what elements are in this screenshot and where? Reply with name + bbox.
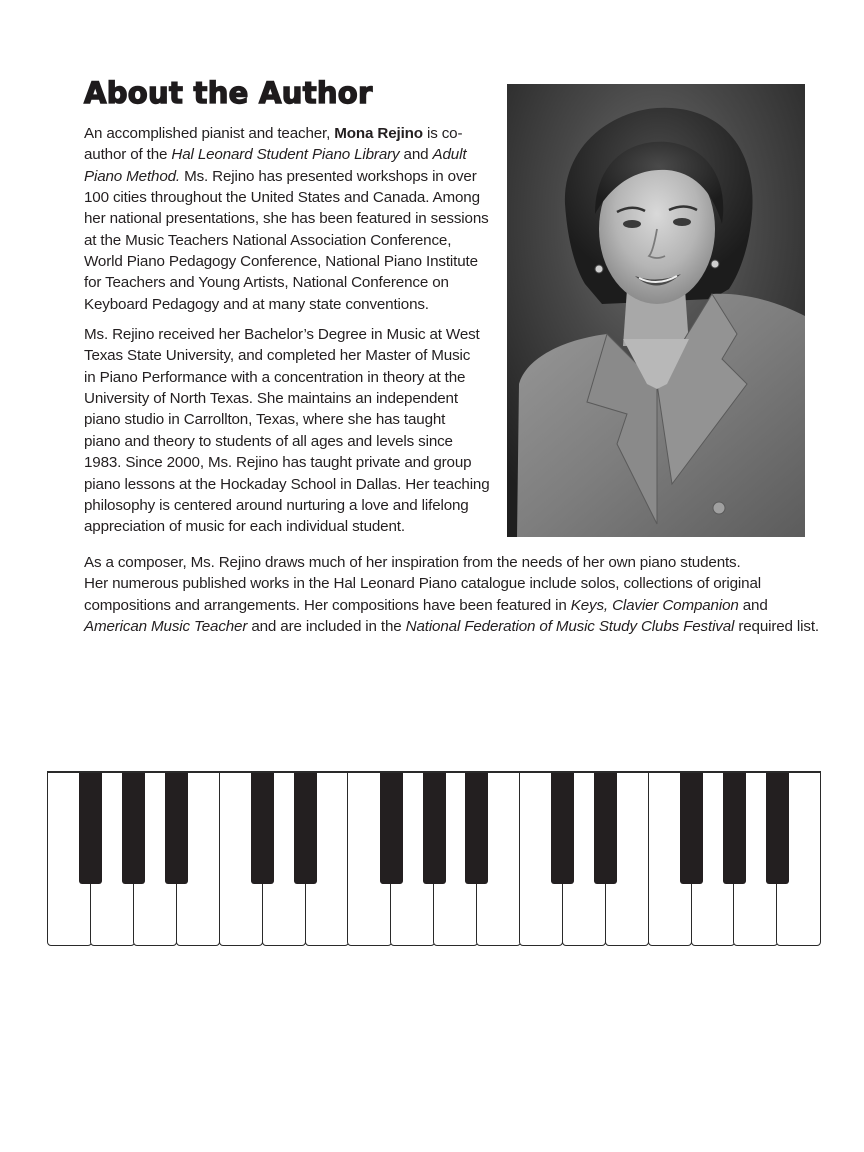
text-run: and xyxy=(738,596,768,614)
text-run: compositions and arrangements. Her compositions have been featured in xyxy=(84,596,571,614)
text-run: and xyxy=(399,146,433,164)
text-run: required list. xyxy=(734,618,819,636)
text-run: piano lessons at the Hockaday School in Dallas. Her teaching xyxy=(84,475,490,493)
text-line xyxy=(84,409,494,430)
text-line xyxy=(84,616,819,637)
text-run: at the Music Teachers National Association Conference, xyxy=(84,231,452,249)
italic-title: Hal Leonard Student Piano Library xyxy=(171,146,400,164)
text-run: piano studio in Carrollton, Texas, where she has taught xyxy=(84,411,446,429)
text-line xyxy=(84,345,494,366)
text-run: 1983. Since 2000, Ms. Rejino has taught private and group xyxy=(84,454,472,472)
italic-title: Adult xyxy=(432,146,467,164)
black-key-g-sharp xyxy=(122,771,145,884)
text-run: her national presentations, she has been featured in sessions xyxy=(84,210,489,228)
black-key-d-sharp xyxy=(594,771,617,884)
text-line xyxy=(84,452,494,473)
text-line xyxy=(84,324,494,345)
black-key-f-sharp xyxy=(380,771,403,884)
text-run: Texas State University, and completed her Master of Music xyxy=(84,347,471,365)
text-run: Keyboard Pedagogy and at many state conventions. xyxy=(84,295,429,313)
text-run: As a composer, Ms. Rejino draws much of her inspiration from the needs of her own piano students. xyxy=(84,554,741,571)
black-key-d-sharp xyxy=(294,771,317,884)
bio-column xyxy=(84,123,494,547)
text-run: appreciation of music for each individual student. xyxy=(84,518,405,536)
text-line xyxy=(84,208,494,229)
text-line xyxy=(84,573,814,594)
bio-full-width xyxy=(84,552,819,646)
text-run: Her numerous published works in the Hal Leonard Piano catalogue include solos, collections of original xyxy=(84,575,761,593)
portrait-illustration xyxy=(507,84,805,537)
black-key-c-sharp xyxy=(251,771,274,884)
text-run: World Piano Pedagogy Conference, National Piano Institute xyxy=(84,253,478,271)
black-key-a-sharp xyxy=(465,771,488,884)
text-run: Ms. Rejino received her Bachelor’s Degree in Music at West xyxy=(84,326,480,344)
black-key-a-sharp xyxy=(766,771,789,884)
text-line xyxy=(84,474,494,495)
text-line xyxy=(84,230,494,251)
text-line xyxy=(84,595,814,616)
text-line xyxy=(84,552,814,573)
text-line xyxy=(84,123,494,144)
text-line xyxy=(84,431,494,452)
black-key-g-sharp xyxy=(423,771,446,884)
text-run: Ms. Rejino has presented workshops in over xyxy=(180,167,477,185)
text-line xyxy=(84,166,494,187)
black-key-f-sharp xyxy=(79,771,102,884)
text-run: is co- xyxy=(422,125,463,142)
text-line xyxy=(84,251,494,272)
italic-title: Keys, Clavier Companion xyxy=(570,596,739,614)
text-run: 100 cities throughout the United States and Canada. Among xyxy=(84,189,480,207)
text-line xyxy=(84,144,494,165)
bold-text: Mona Rejino xyxy=(334,125,423,142)
text-run: and are included in the xyxy=(247,618,406,636)
italic-title: American Music Teacher xyxy=(84,618,248,636)
bio-paragraph-2 xyxy=(84,324,494,537)
text-run: for Teachers and Young Artists, National Conference on xyxy=(84,274,449,292)
text-run: An accomplished pianist and teacher, xyxy=(84,125,335,142)
piano-keyboard-illustration xyxy=(48,771,820,948)
text-line xyxy=(84,187,494,208)
text-run: philosophy is centered around nurturing a love and lifelong xyxy=(84,496,469,514)
italic-title: Piano Method. xyxy=(84,167,180,185)
black-key-c-sharp xyxy=(551,771,574,884)
bio-paragraph-1 xyxy=(84,123,494,315)
text-run: author of the xyxy=(84,146,172,164)
text-line xyxy=(84,516,494,537)
author-portrait-photo xyxy=(507,84,805,537)
text-run: in Piano Performance with a concentration in theory at the xyxy=(84,368,466,386)
keyboard-top-edge xyxy=(48,771,820,773)
italic-title: National Federation of Music Study Clubs Festival xyxy=(405,618,735,636)
bio-paragraph-3 xyxy=(84,552,819,637)
black-key-a-sharp xyxy=(165,771,188,884)
text-run: piano and theory to students of all ages and levels since xyxy=(84,432,453,450)
black-key-f-sharp xyxy=(680,771,703,884)
text-line xyxy=(84,388,494,409)
text-run: University of North Texas. She maintains an independent xyxy=(84,390,458,408)
text-line xyxy=(84,272,494,293)
black-key-g-sharp xyxy=(723,771,746,884)
text-line xyxy=(84,294,494,315)
text-line xyxy=(84,495,494,516)
text-line xyxy=(84,367,494,388)
page-title: About the Author xyxy=(84,76,373,110)
